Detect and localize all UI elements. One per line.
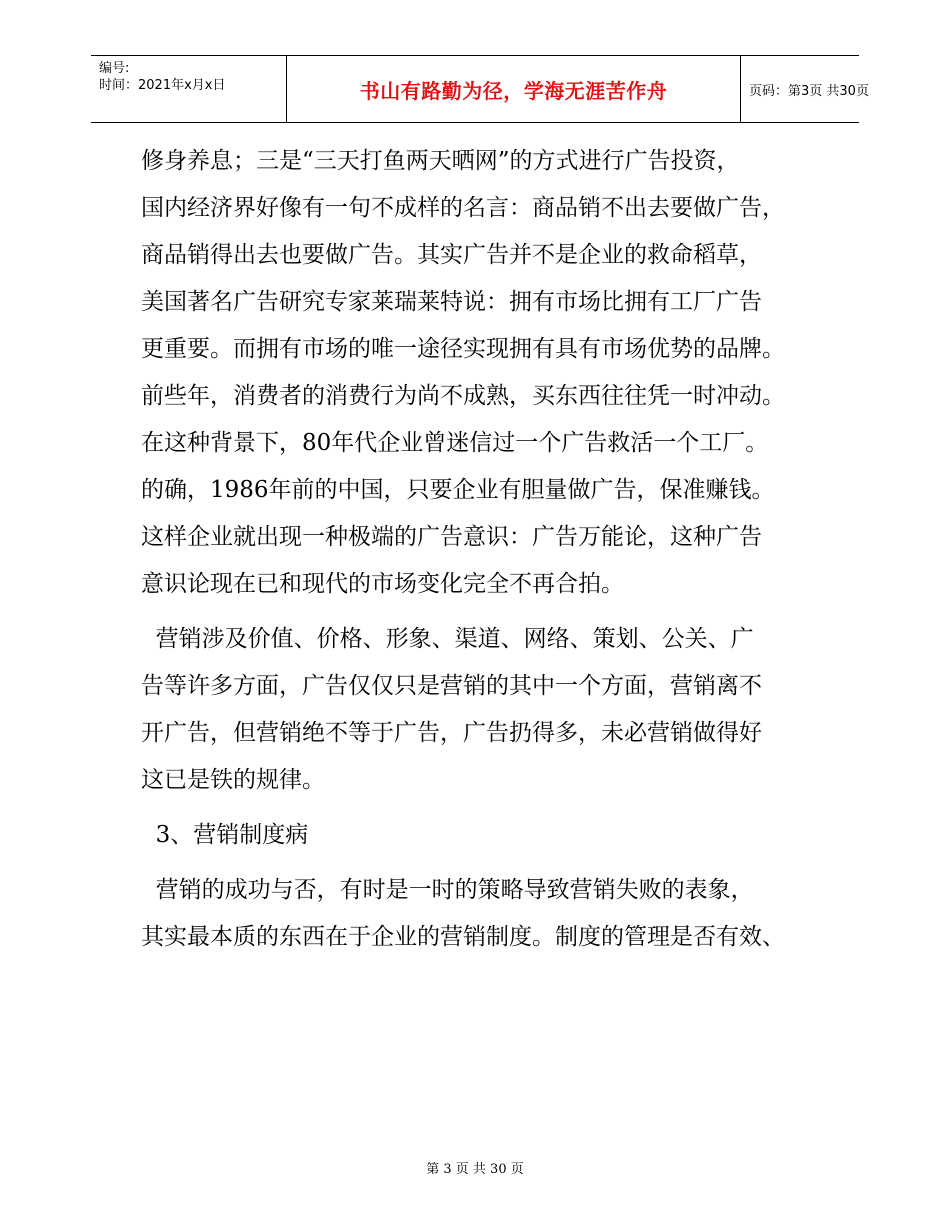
body-line: 其实最本质的东西在于企业的营销制度。制度的管理是否有效、 bbox=[141, 924, 785, 950]
body-line: 前些年，消费者的消费行为尚不成熟，买东西往往凭一时冲动。 bbox=[141, 383, 785, 409]
body-line: 修身养息；三是“三天打鱼两天晒网”的方式进行广告投资， bbox=[141, 148, 740, 174]
header-meta bbox=[91, 56, 287, 122]
body-line: 这样企业就出现一种极端的广告意识：广告万能论，这种广告 bbox=[141, 524, 762, 550]
document-time-label: 时间：2021年x月x日 bbox=[99, 78, 226, 93]
body-line: 开广告，但营销绝不等于广告，广告扔得多，未必营销做得好 bbox=[141, 720, 762, 746]
body-line: 更重要。而拥有市场的唯一途径实现拥有具有市场优势的品牌。 bbox=[141, 336, 785, 362]
body-line: 意识论现在已和现代的市场变化完全不再合拍。 bbox=[141, 571, 624, 597]
body-line: 美国著名广告研究专家莱瑞莱特说：拥有市场比拥有工厂广告 bbox=[141, 289, 762, 315]
body-line: 这已是铁的规律。 bbox=[141, 767, 325, 793]
section-heading: 3、营销制度病 bbox=[141, 822, 309, 848]
body-line: 国内经济界好像有一句不成样的名言：商品销不出去要做广告， bbox=[141, 195, 785, 221]
body-line: 告等许多方面，广告仅仅只是营销的其中一个方面，营销离不 bbox=[141, 673, 762, 699]
body-line: 商品销得出去也要做广告。其实广告并不是企业的救命稻草， bbox=[141, 242, 762, 268]
header-motto: 书山有路勤为径，学海无涯苦作舟 bbox=[287, 56, 741, 122]
body-line: 在这种背景下，80年代企业曾迷信过一个广告救活一个工厂。 bbox=[141, 430, 769, 456]
document-body bbox=[141, 138, 821, 961]
page-header bbox=[91, 55, 869, 123]
document-number-label: 编号: bbox=[99, 61, 130, 76]
body-line: 营销的成功与否，有时是一时的策略导致营销失败的表象， bbox=[141, 877, 754, 903]
body-line: 的确，1986年前的中国，只要企业有胆量做广告，保准赚钱。 bbox=[141, 477, 775, 503]
page-footer: 第 3 页 共 30 页 bbox=[426, 1162, 524, 1177]
body-line: 营销涉及价值、价格、形象、渠道、网络、策划、公关、广 bbox=[141, 626, 754, 652]
header-page-info: 页码：第3页 共30页 bbox=[749, 83, 869, 99]
